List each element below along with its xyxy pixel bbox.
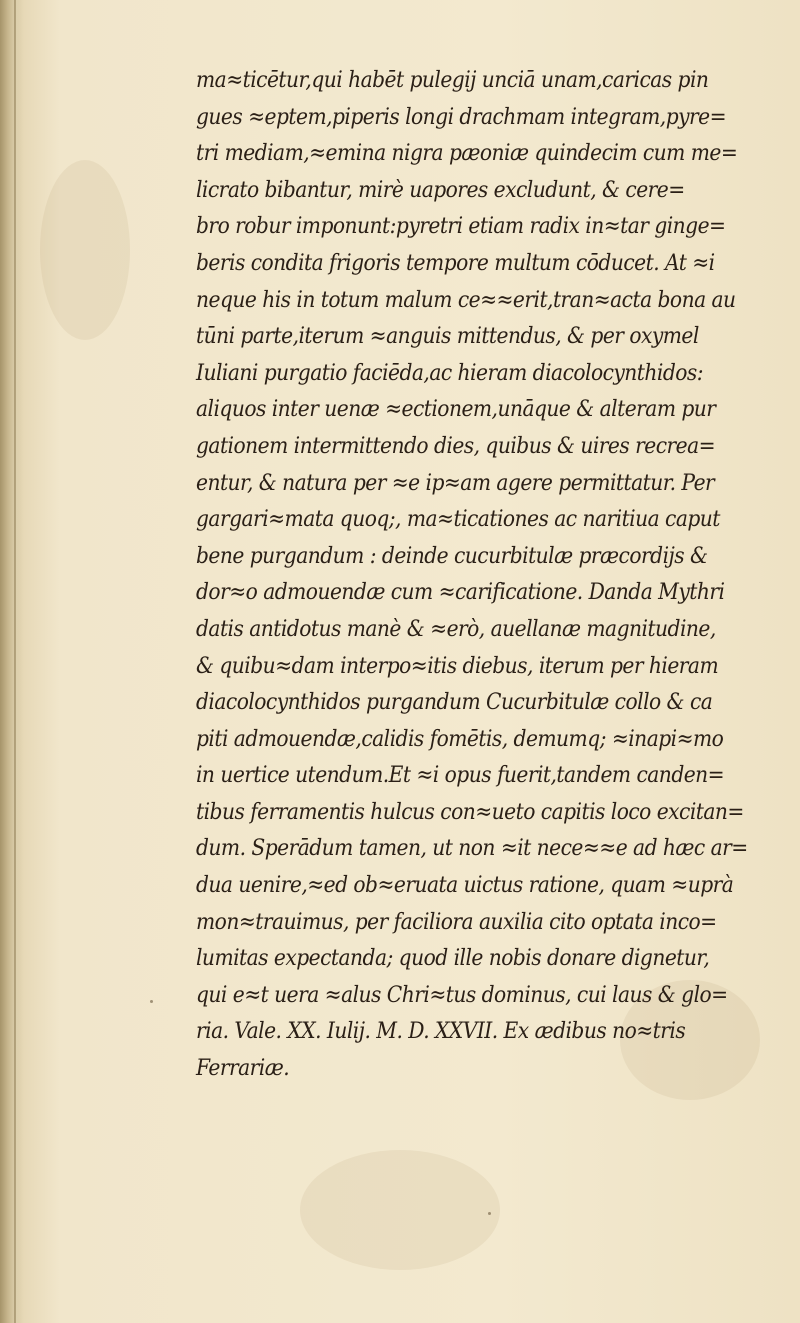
text-line: qui e≈t uera ≈alus Chri≈tus dominus, cui laus & glo= — [196, 981, 728, 1008]
text-line: bene purgandum : deinde cucurbitulæ præcordijs & — [196, 542, 708, 569]
text-line: entur, & natura per ≈e ip≈am agere permittatur. Per — [196, 469, 715, 496]
text-line: tūni parte,iterum ≈anguis mittendus, & per oxymel — [196, 323, 699, 350]
text-line: gationem intermittendo dies, quibus & uires recrea= — [196, 432, 716, 459]
text-line: dua uenire,≈ed ob≈eruata uictus ratione, quam ≈uprà — [196, 872, 734, 899]
text-line: datis antidotus manè & ≈erò, auellanæ magnitudine, — [196, 615, 716, 642]
text-line: Iuliani purgatio faciēda,ac hieram diacolocynthidos: — [196, 359, 704, 386]
text-line: in uertice utendum.Et ≈i opus fuerit,tandem canden= — [196, 762, 725, 789]
paper-stain — [40, 160, 130, 340]
gutter-fold — [14, 0, 16, 1323]
page-gutter — [0, 0, 24, 1323]
text-line: lumitas expectanda; quod ille nobis donare dignetur, — [196, 945, 710, 972]
paper-stain — [300, 1150, 500, 1270]
text-line: ma≈ticētur,qui habēt pulegij unciā unam,caricas pin — [196, 67, 709, 93]
paper-speck — [488, 1212, 491, 1215]
text-line: gues ≈eptem,piperis longi drachmam integram,pyre= — [196, 103, 727, 130]
page-text — [196, 62, 796, 1087]
text-line: neque his in totum malum ce≈≈erit,tran≈acta bona au — [196, 286, 736, 313]
text-line: diacolocynthidos purgandum Cucurbitulæ collo & ca — [196, 689, 713, 716]
text-line: aliquos inter uenæ ≈ectionem,unāque & alteram pur — [196, 396, 716, 423]
text-line: Ferrariæ. — [196, 1055, 290, 1082]
paper-speck — [150, 1000, 153, 1003]
text-line: dor≈o admouendæ cum ≈carificatione. Danda Mythri — [196, 579, 725, 606]
text-line: tri mediam,≈emina nigra pæoniæ quindecim cum me= — [196, 140, 738, 167]
text-line: & quibu≈dam interpo≈itis diebus, iterum per hieram — [196, 652, 719, 679]
text-line: gargari≈mata quoq;, ma≈ticationes ac naritiua caput — [196, 506, 720, 533]
text-line: mon≈trauimus, per faciliora auxilia cito optata inco= — [196, 908, 717, 935]
text-line: beris condita frigoris tempore multum cōducet. At ≈i — [196, 249, 715, 276]
text-line: tibus ferramentis hulcus con≈ueto capitis loco excitan= — [196, 798, 744, 825]
text-line: dum. Sperādum tamen, ut non ≈it nece≈≈e ad hæc ar= — [196, 835, 748, 862]
text-line: bro robur imponunt:pyretri etiam radix in≈tar ginge= — [196, 213, 726, 240]
text-line: licrato bibantur, mirè uapores excludunt, & cere= — [196, 176, 685, 203]
text-line: ria. Vale. XX. Iulij. M. D. XXVII. Ex ædibus no≈tris — [196, 1018, 686, 1045]
text-line: piti admouendæ,calidis fomētis, demumq; ≈inapi≈mo — [196, 725, 724, 752]
